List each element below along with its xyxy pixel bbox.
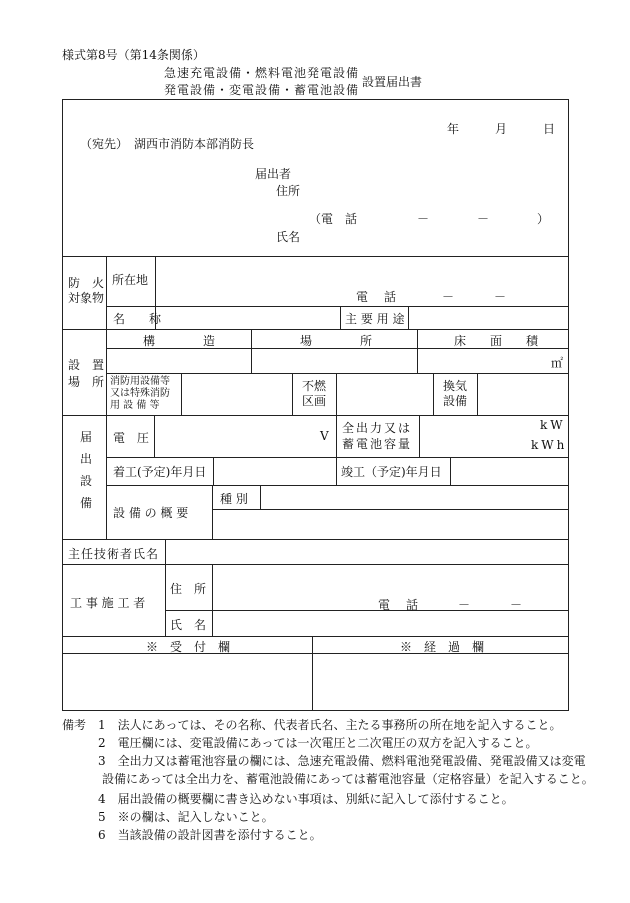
overview-label: 設 備 の 概 要 xyxy=(113,506,189,520)
contractor-phone-dash1: － xyxy=(458,598,471,612)
contractor-phone-dash2: － xyxy=(510,598,523,612)
date-year: 年 xyxy=(447,122,460,136)
fire-target-phone-dash1: － xyxy=(442,290,455,304)
contractor-label: 工 事 施 工 者 xyxy=(70,596,146,610)
chief-engineer-label: 主任技術者氏名 xyxy=(68,547,160,561)
type-label: 種 別 xyxy=(220,492,248,506)
note-item: 2 電圧欄には、変電設備にあっては一次電圧と二次電圧の双方を記入すること。 xyxy=(98,736,538,750)
structure-header: 構 造 xyxy=(143,334,216,348)
form-number: 様式第8号（第14条関係） xyxy=(62,48,205,62)
fire-target-phone-dash2: － xyxy=(494,290,507,304)
note-item: 1 法人にあっては、その名称、代表者氏名、主たる事務所の所在地を記入すること。 xyxy=(98,718,562,732)
contractor-address-label: 住 所 xyxy=(170,582,207,596)
fire-target-label: 防 火 対象物 xyxy=(68,276,105,305)
fire-target-phone-label: 電 話 xyxy=(356,290,399,304)
contractor-phone-label: 電 話 xyxy=(378,598,421,612)
progress-column-header: ※ 経 過 欄 xyxy=(400,640,485,654)
voltage-unit: V xyxy=(320,429,329,443)
notifier-name-label: 氏名 xyxy=(276,230,301,244)
voltage-label: 電 圧 xyxy=(113,431,150,445)
date-day: 日 xyxy=(543,122,556,136)
note-item: 6 当該設備の設計図書を添付すること。 xyxy=(98,828,322,842)
title-line2: 発電設備・変電設備・蓄電池設備 xyxy=(164,83,360,97)
notes-heading: 備考 xyxy=(62,718,87,732)
note-item: 4 届出設備の概要欄に書き込めない事項は、別紙に記入して添付すること。 xyxy=(98,792,514,806)
addressee: （宛先） 湖西市消防本部消防長 xyxy=(80,137,255,151)
title-suffix: 設置届出書 xyxy=(362,75,423,89)
equipment-label: 届 出 設 備 xyxy=(80,430,93,510)
name-label: 名 称 xyxy=(113,312,162,326)
output-capacity-label: 全出力又は 蓄電池容量 xyxy=(342,421,413,451)
unit-kwh: kWh xyxy=(531,438,568,452)
contractor-name-label: 氏 名 xyxy=(170,618,207,632)
notifier-phone: （電 話 － － ） xyxy=(309,212,550,226)
main-use-label: 主 要 用 途 xyxy=(345,312,405,326)
note-item: 設備にあっては全出力を、蓄電池設備にあっては蓄電池容量（定格容量）を記入すること。 xyxy=(102,772,594,786)
ventilation-label: 換気 設備 xyxy=(443,379,468,408)
note-item: 5 ※の欄は、記入しないこと。 xyxy=(98,810,274,824)
floor-area-unit: ㎡ xyxy=(551,356,564,370)
notifier-label: 届出者 xyxy=(255,167,292,181)
place-header: 場 所 xyxy=(300,334,373,348)
floor-area-header: 床 面 積 xyxy=(454,334,539,348)
notifier-address-label: 住所 xyxy=(276,184,301,198)
install-place-label: 設 置 場 所 xyxy=(68,358,105,389)
date-month: 月 xyxy=(495,122,508,136)
reception-column-header: ※ 受 付 欄 xyxy=(146,640,231,654)
location-label: 所在地 xyxy=(112,273,149,287)
completion-date-label: 竣工（予定)年月日 xyxy=(341,465,442,479)
fire-equipment-label: 消防用設備等 又は特殊消防 用 設 備 等 xyxy=(110,376,170,411)
start-date-label: 着工(予定)年月日 xyxy=(113,465,207,479)
unit-kw: kW xyxy=(540,418,566,432)
title-line1: 急速充電設備・燃料電池発電設備 xyxy=(164,66,360,80)
note-item: 3 全出力又は蓄電池容量の欄には、急速充電設備、燃料電池発電設備、発電設備又は変電 xyxy=(98,754,586,768)
fireproof-section-label: 不燃 区画 xyxy=(302,379,327,408)
